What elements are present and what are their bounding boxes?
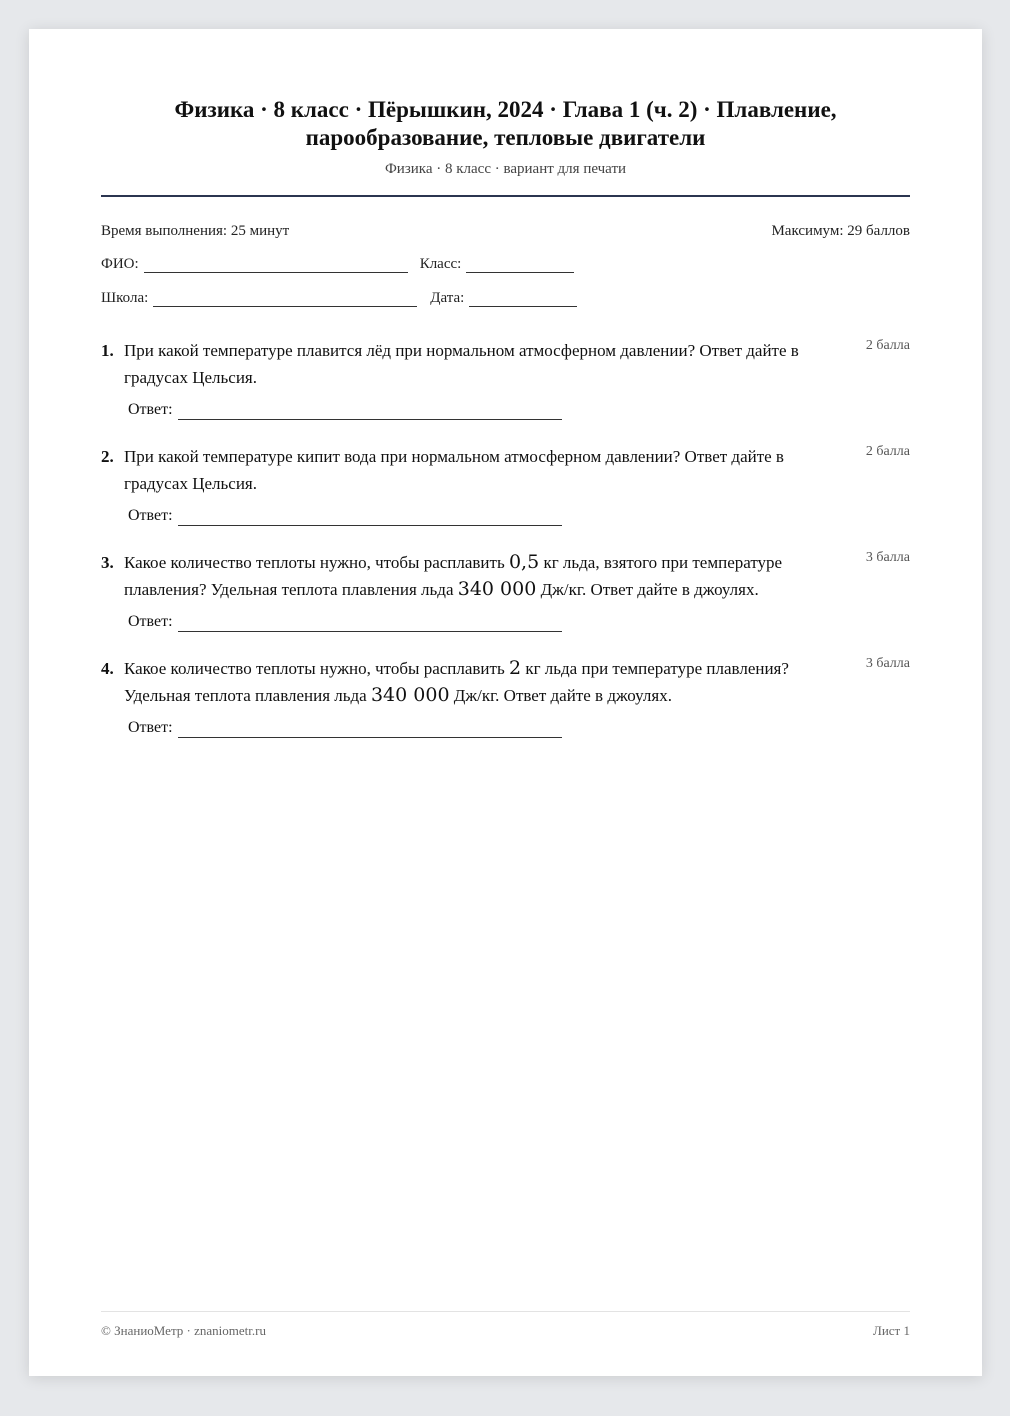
page-title: Физика · 8 класс · Пёрышкин, 2024 · Глава 1 (ч. 2) · Плавление, парообразование, тепловые двигатели (174, 97, 837, 150)
answer-row (128, 400, 910, 420)
answer-row (128, 612, 910, 632)
school-date-row (101, 289, 910, 307)
math-value: 340 000 (457, 578, 537, 600)
answer-row (128, 506, 910, 526)
question-number: 2. (101, 447, 114, 466)
question-4 (101, 655, 910, 738)
question-points: 2 балла (865, 338, 910, 353)
answer-label: Ответ: (128, 613, 173, 630)
question-header (101, 337, 910, 391)
fio-class-row (101, 255, 910, 273)
date-field[interactable] (469, 292, 577, 307)
question-text-part: кг льда, взятого при температуре плавления? Удельная теплота плавления льда (124, 553, 783, 599)
answer-field[interactable] (178, 511, 562, 526)
page-subtitle: Физика · 8 класс · вариант для печати (384, 161, 627, 177)
header-divider (101, 195, 910, 197)
question-points: 3 балла (865, 550, 910, 565)
question-header (101, 443, 910, 497)
page-content (101, 29, 910, 738)
question-points: 3 балла (865, 656, 910, 671)
school-label: Школа: (101, 290, 149, 306)
question-text: При какой температуре кипит вода при нормальном атмосферном давлении? Ответ дайте в градусах Цельсия. (124, 447, 784, 493)
math-value: 0,5 (508, 551, 540, 573)
question-text-part: Какое количество теплоты нужно, чтобы расплавить (124, 553, 509, 572)
class-label: Класс: (419, 256, 462, 272)
answer-field[interactable] (178, 723, 562, 738)
meta-row (101, 222, 910, 240)
question-text (124, 549, 846, 603)
question-number: 3. (101, 553, 114, 572)
question-number: 4. (101, 659, 114, 678)
worksheet-page (29, 29, 982, 1376)
max-score: Максимум: 29 баллов (771, 223, 910, 239)
page-footer (101, 1311, 910, 1339)
question-text-part: Дж/кг. Ответ дайте в джоулях. (449, 686, 672, 705)
answer-label: Ответ: (128, 401, 173, 418)
fio-label: ФИО: (101, 256, 139, 272)
question-header (101, 549, 910, 603)
footer-sheet-number: Лист 1 (873, 1323, 910, 1338)
question-text-part: кг льда при температуре плавления? Удельная теплота плавления льда (124, 659, 789, 705)
answer-label: Ответ: (128, 507, 173, 524)
answer-field[interactable] (178, 617, 562, 632)
question-text (124, 655, 846, 709)
question-1 (101, 337, 910, 420)
question-number: 1. (101, 341, 114, 360)
question-header (101, 655, 910, 709)
question-text: При какой температуре плавится лёд при нормальном атмосферном давлении? Ответ дайте в градусах Цельсия. (124, 341, 799, 387)
math-value: 340 000 (370, 684, 450, 706)
footer-copyright: © ЗнаниоМетр · znaniometr.ru (101, 1323, 266, 1338)
question-points: 2 балла (865, 444, 910, 459)
answer-row (128, 718, 910, 738)
school-field[interactable] (153, 292, 417, 307)
math-value: 2 (508, 657, 522, 679)
question-text-part: Какое количество теплоты нужно, чтобы расплавить (124, 659, 509, 678)
fio-field[interactable] (144, 258, 408, 273)
question-3 (101, 549, 910, 632)
answer-label: Ответ: (128, 719, 173, 736)
question-2 (101, 443, 910, 526)
class-field[interactable] (466, 258, 574, 273)
date-label: Дата: (430, 290, 465, 306)
answer-field[interactable] (178, 405, 562, 420)
question-text-part: Дж/кг. Ответ дайте в джоулях. (536, 580, 759, 599)
time-limit: Время выполнения: 25 минут (101, 223, 290, 239)
